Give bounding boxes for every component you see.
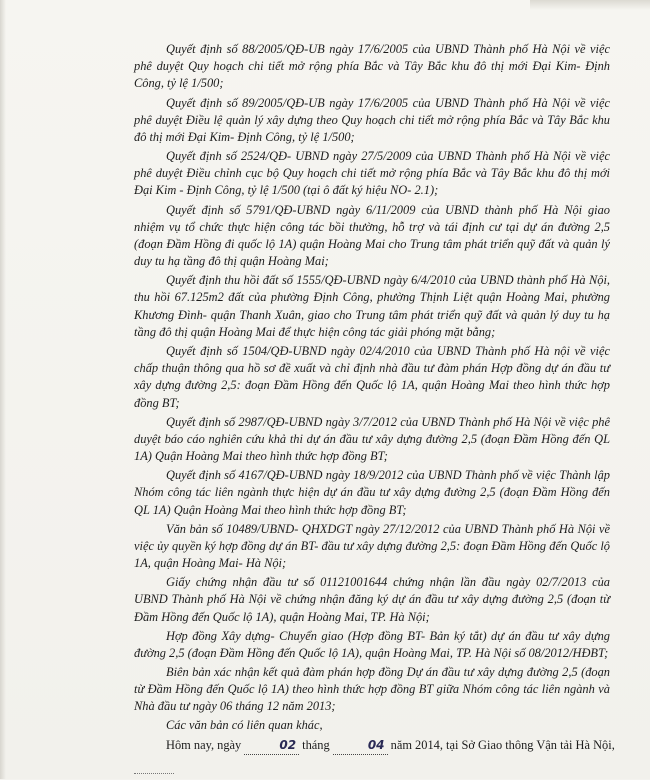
legal-basis-7: Quyết định số 2987/QĐ-UBND ngày 3/7/2012 của UBND Thành phố Hà Nội về việc phê duyệt báo cáo nghiên cứu khả thi dự án đầu tư xây dựng đường 2,5 (đoạn Đầm Hồng đến QL 1A) Quận Hoàng Mai theo hình thức hợp đồng BT; (134, 414, 610, 464)
legal-basis-8: Quyết định số 4167/QĐ-UBND ngày 18/9/2012 của UBND Thành phố về việc Thành lập Nhóm công tác liên ngành thực hiện dự án đầu tư xây dựng đường 2,5 (đoạn Đầm Hồng đến QL 1A) Quận Hoàng Mai theo hình thức hợp đồng BT; (134, 468, 610, 517)
legal-basis-1: Quyết định số 88/2005/QĐ-UB ngày 17/6/2005 của UBND Thành phố Hà Nội về việc phê duyệt Quy hoạch chi tiết mở rộng phía Bắc và Tây Bắc khu đô thị mới Đại Kim- Định Công, tỷ lệ 1/500; (134, 42, 610, 91)
legal-basis-13: Các văn bản có liên quan khác, (166, 718, 323, 733)
legal-basis-6: Quyết định số 1504/QĐ-UBND ngày 02/4/2010 của UBND Thành phố Hà nội về việc chấp thuận thông qua hồ sơ đề xuất và chỉ định nhà đầu tư đàm phán Hợp đồng dự án đầu tư xây dựng đường 2,5: đoạn Đầm Hồng đến Quốc lộ 1A, quận Hoàng Mai theo hình thức hợp đồng BT; (134, 343, 610, 410)
handwritten-month: 04 (333, 737, 388, 755)
scan-edge-shadow (0, 0, 6, 779)
legal-basis-9: Văn bản số 10489/UBND- QHXDGT ngày 27/12/2012 của UBND Thành phố Hà Nội về việc ủy quyền ký hợp đồng dự án BT- đầu tư xây dựng đường 2,5: đoạn Đầm Hồng đến Quốc lộ 1A, quận Hoàng Mai- Hà Nội; (134, 521, 610, 571)
closing-prefix: Hôm nay, ngày (166, 737, 242, 752)
document-body (134, 41, 615, 755)
legal-basis-3: Quyết định số 2524/QĐ- UBND ngày 27/5/2009 của UBND Thành phố Hà Nội về việc phê duyệt Điều chỉnh cục bộ Quy hoạch chi tiết mở rộng phía Bắc và Tây Bắc khu đô thị mới Đại Kim - Định Công, tỷ lệ 1/500 (tại ô đất ký hiệu NO- 2.1); (134, 149, 610, 198)
legal-basis-2: Quyết định số 89/2005/QĐ-UB ngày 17/6/2005 của UBND Thành phố Hà Nội về việc phê duyệt Điều lệ quản lý xây dựng theo Quy hoạch chi tiết mở rộng phía Bắc và Tây Bắc khu đô thị mới Đại Kim- Định Công, tỷ lệ 1/500; (134, 95, 610, 144)
handwritten-day: 02 (244, 737, 299, 755)
legal-basis-4: Quyết định số 5791/QĐ-UBND ngày 6/11/2009 của UBND thành phố Hà Nội giao nhiệm vụ tổ chức thực hiện công tác bồi thường, hỗ trợ và tái định cư tại dự án đường 2,5 (đoạn Đầm Hồng đi quốc lộ 1A) quận Hoàng Mai cho Trung tâm phát triển quỹ đất và quản lý duy tu hạ tầng đô thị quận Hoàng Mai; (134, 202, 610, 269)
scan-top-shadow (530, 0, 650, 10)
closing-rest: năm 2014, tại Sở Giao thông Vận tải Hà Nội, (390, 737, 615, 752)
legal-basis-5: Quyết định thu hồi đất số 1555/QĐ-UBND ngày 6/4/2010 của UBND thành phố Hà Nội, thu hồi 67.125m2 đất của phường Định Công, phường Thịnh Liệt quận Hoàng Mai, phường Khương Đình- quận Thanh Xuân, giao cho Trung tâm phát triển quỹ đất và quản lý duy tu hạ tầng đô thị quận Hoàng Mai để thực hiện công tác giải phóng mặt bằng; (134, 273, 610, 339)
closing-month-label: tháng (302, 737, 330, 752)
closing-line (134, 737, 615, 755)
legal-basis-11: Hợp đồng Xây dựng- Chuyển giao (Hợp đồng BT- Bản ký tắt) dự án đầu tư xây dựng đường 2,5 (đoạn Đầm Hồng đến Quốc lộ 1A), quận Hoàng Mai, TP. Hà Nội số 08/2012/HĐBT; (134, 628, 610, 660)
legal-basis-10: Giấy chứng nhận đầu tư số 01121001644 chứng nhận lần đầu ngày 02/7/2013 của UBND Thành phố Hà Nội về chứng nhận đăng ký dự án đầu tư xây dựng đường 2,5 (đoạn từ Đầm Hồng đến Quốc lộ 1A), quận Hoàng Mai, TP. Hà Nội; (134, 575, 610, 624)
legal-basis-12: Biên bản xác nhận kết quả đàm phán hợp đồng Dự án đầu tư xây dựng đường 2,5 (đoạn từ Đầm Hồng đến Quốc lộ 1A) theo hình thức hợp đồng BT giữa Nhóm công tác liên ngành và Nhà đầu tư ngày 06 tháng 12 năm 2013; (134, 664, 610, 714)
